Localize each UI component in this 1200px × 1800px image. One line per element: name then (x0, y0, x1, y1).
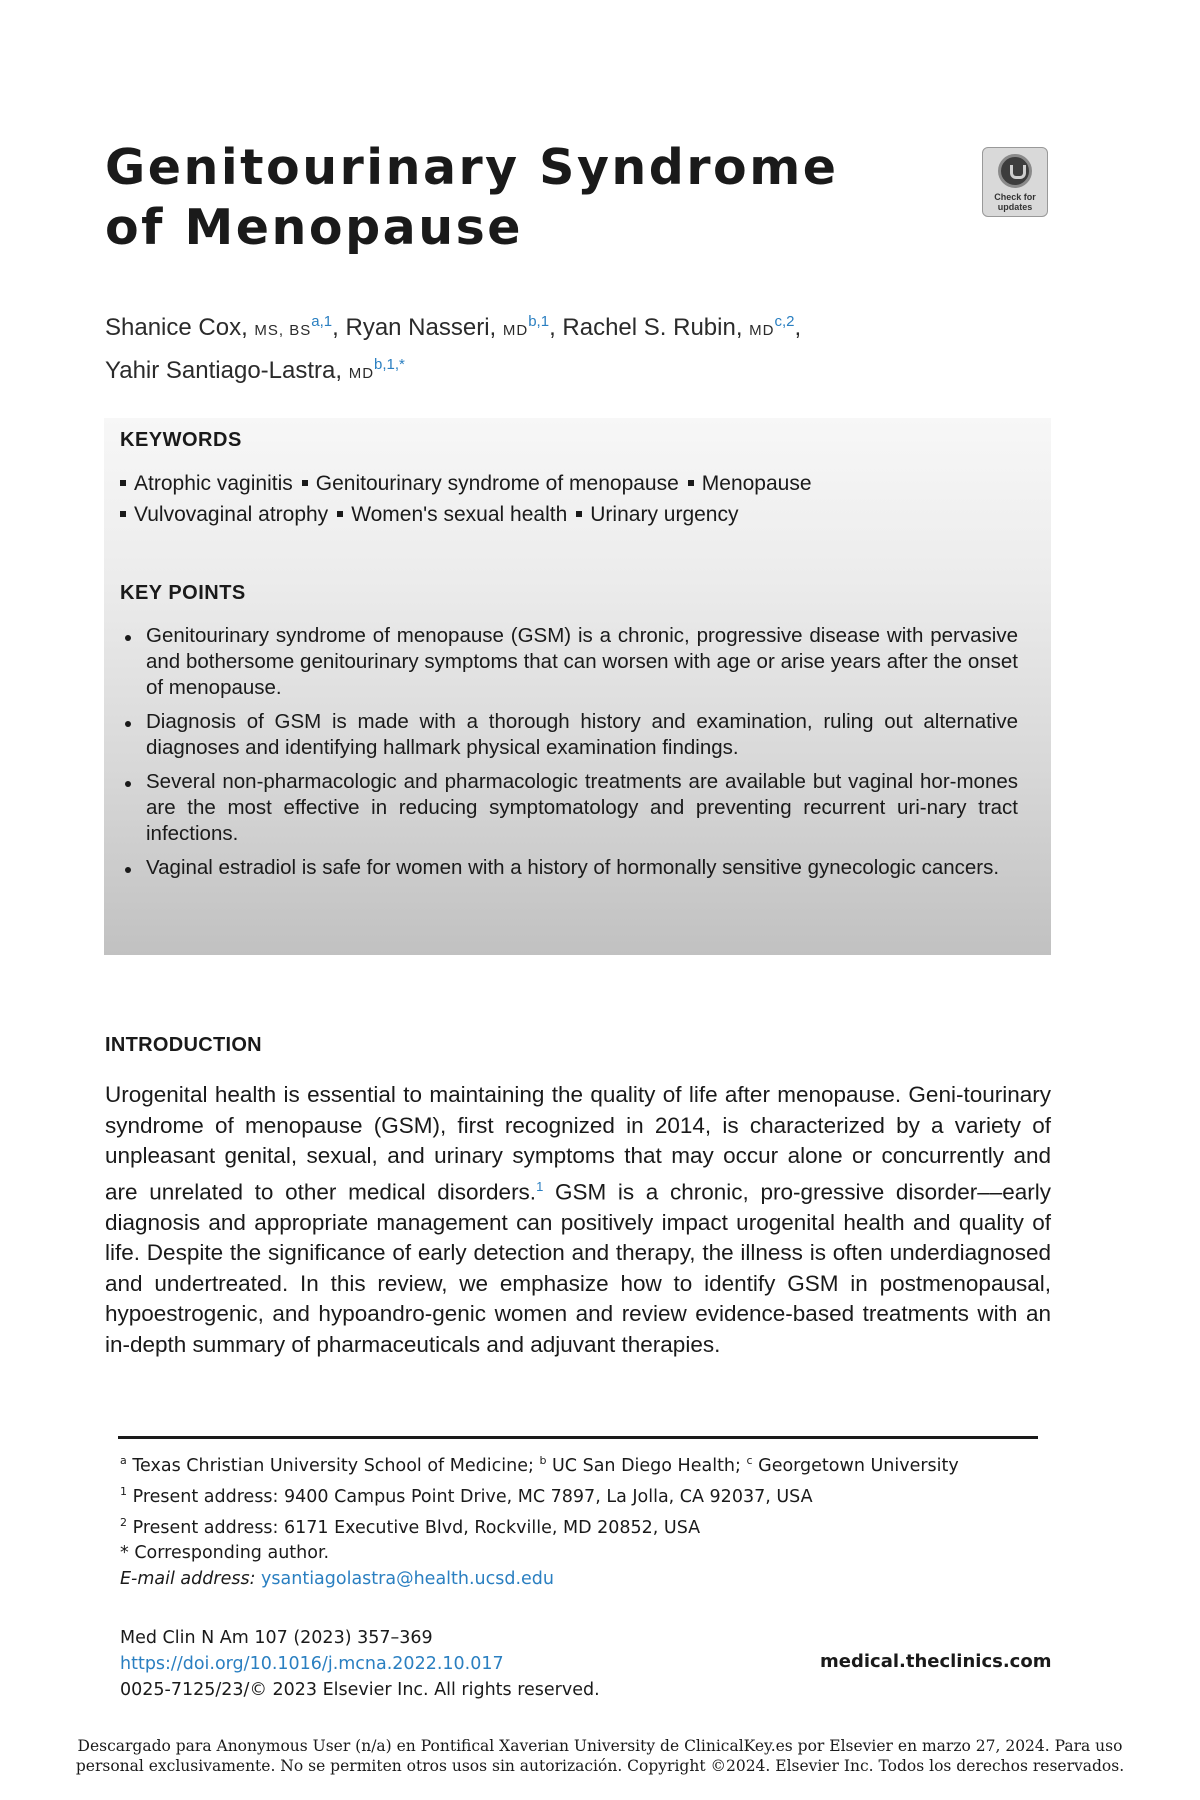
footnote-mark: * (120, 1543, 129, 1564)
square-bullet-icon (120, 511, 126, 517)
email-footnote (120, 1566, 1038, 1592)
affiliation-text: Texas Christian University School of Medicine; (132, 1455, 534, 1476)
square-bullet-icon (120, 480, 126, 486)
address-text: Present address: 6171 Executive Blvd, Rockville, MD 20852, USA (132, 1517, 701, 1538)
citation-block (120, 1625, 760, 1703)
keywords-keypoints-box (104, 418, 1051, 955)
key-points-list (120, 623, 1018, 889)
author-degrees: MD (502, 322, 529, 339)
key-point-item: Several non-pharmacologic and pharmacologic treatments are available but vaginal hor-mones are the most effective in reducing symptomatology and preventing recurrent uri-nary tract infections. (120, 769, 1018, 847)
download-notice-line: personal exclusivamente. No se permiten otros usos sin autorización. Copyright ©2024. Elsevier Inc. Todos los derechos reservados. (75, 1757, 1125, 1775)
author-affiliation-mark[interactable]: b,1 (528, 313, 550, 330)
keyword: Vulvovaginal atrophy (134, 503, 329, 526)
introduction-paragraph (105, 1080, 1051, 1360)
author-separator: , (549, 314, 563, 341)
footnote-mark: 1 (120, 1484, 127, 1498)
address-footnote (120, 1510, 1038, 1541)
intro-text: GSM is a chronic, pro-gressive disorder––early diagnosis and appropriate management can positively impact urogenital health and quality of life. Despite the significance of early detection and therapy, the illness is often underdiagnosed and undertreated. In this review, we emphasize how to identify GSM in postmenopausal, hypoestrogenic, and hypoandro-genic women and review evidence-based treatments with an in-depth summary of pharmaceuticals and adjuvant therapies. (105, 1179, 1051, 1357)
keyword: Women's sexual health (351, 503, 568, 526)
author-separator: , (794, 314, 802, 341)
author-list (105, 305, 1005, 391)
square-bullet-icon (688, 480, 694, 486)
footnote-mark: c (746, 1454, 753, 1467)
footnotes (120, 1448, 1038, 1592)
author-degrees: MD (749, 322, 775, 339)
key-point-item: Genitourinary syndrome of menopause (GSM) is a chronic, progressive disease with pervasive and bothersome genitourinary symptoms that can worsen with age or arise years after the onset of menopause. (120, 623, 1018, 701)
footnote-mark: b (539, 1454, 547, 1467)
author-name: Rachel S. Rubin, (562, 314, 743, 341)
keywords-heading: KEYWORDS (120, 429, 242, 451)
corresponding-text: Corresponding author. (134, 1543, 330, 1564)
page-title: Genitourinary Syndrome of Menopause (105, 139, 839, 256)
crossmark-icon (998, 154, 1032, 188)
reference-link[interactable]: 1 (536, 1178, 544, 1194)
check-for-updates-badge[interactable] (982, 147, 1048, 217)
square-bullet-icon (576, 511, 582, 517)
corresponding-footnote (120, 1540, 1038, 1566)
author-separator: , (332, 314, 346, 341)
author-affiliation-mark[interactable]: b,1,* (374, 356, 405, 373)
affiliations-footnote (120, 1448, 1038, 1479)
author-degrees: MS, BS (254, 322, 312, 339)
address-text: Present address: 9400 Campus Point Drive, MC 7897, La Jolla, CA 92037, USA (132, 1486, 813, 1507)
introduction-heading: INTRODUCTION (105, 1034, 262, 1056)
email-link[interactable]: ysantiagolastra@health.ucsd.edu (261, 1569, 555, 1590)
author-degrees: MD (348, 365, 375, 382)
author-name: Ryan Nasseri, (345, 314, 497, 341)
author-name: Yahir Santiago-Lastra, (105, 357, 343, 384)
journal-site: medical.theclinics.com (820, 1651, 1052, 1672)
author-name: Shanice Cox, (105, 314, 248, 341)
keywords-list (120, 468, 1020, 530)
email-label: E-mail address: (120, 1569, 256, 1590)
keyword: Atrophic vaginitis (134, 472, 293, 495)
crossmark-label: Check for updates (994, 192, 1036, 212)
square-bullet-icon (337, 511, 343, 517)
affiliation-text: Georgetown University (758, 1455, 959, 1476)
copyright-line: 0025-7125/23/© 2023 Elsevier Inc. All rights reserved. (120, 1680, 600, 1700)
key-point-item: Vaginal estradiol is safe for women with a history of hormonally sensitive gynecologic cancers. (120, 855, 1018, 881)
author-affiliation-mark[interactable]: c,2 (774, 313, 795, 330)
keyword: Urinary urgency (590, 503, 739, 526)
address-footnote (120, 1479, 1038, 1510)
download-notice-line: Descargado para Anonymous User (n/a) en Pontifical Xaverian University de ClinicalKey.es por Elsevier en marzo 27, 2024. Para uso (77, 1737, 1123, 1755)
affiliation-text: UC San Diego Health; (552, 1455, 741, 1476)
journal-citation: Med Clin N Am 107 (2023) 357–369 (120, 1628, 433, 1648)
key-points-heading: KEY POINTS (120, 582, 246, 604)
download-notice (20, 1736, 1180, 1776)
footnote-mark: 2 (120, 1515, 127, 1529)
doi-link[interactable]: https://doi.org/10.1016/j.mcna.2022.10.017 (120, 1654, 504, 1674)
keyword: Menopause (701, 472, 812, 495)
footnote-mark: a (120, 1454, 127, 1467)
author-affiliation-mark[interactable]: a,1 (311, 313, 333, 330)
keyword: Genitourinary syndrome of menopause (315, 472, 679, 495)
square-bullet-icon (302, 480, 308, 486)
key-point-item: Diagnosis of GSM is made with a thorough history and examination, ruling out alternative diagnoses and identifying hallmark physical examination findings. (120, 709, 1018, 761)
footnote-divider (118, 1436, 1038, 1439)
intro-text: Urogenital health is essential to maintaining the quality of life after menopause. Geni-tourinary syndrome of menopause (GSM), first recognized in 2014, is characterized by a variety of unpleasant genital, sexual, and urinary symptoms that may occur alone or concurrently and are unrelated to other medical disorders. (105, 1082, 1051, 1204)
